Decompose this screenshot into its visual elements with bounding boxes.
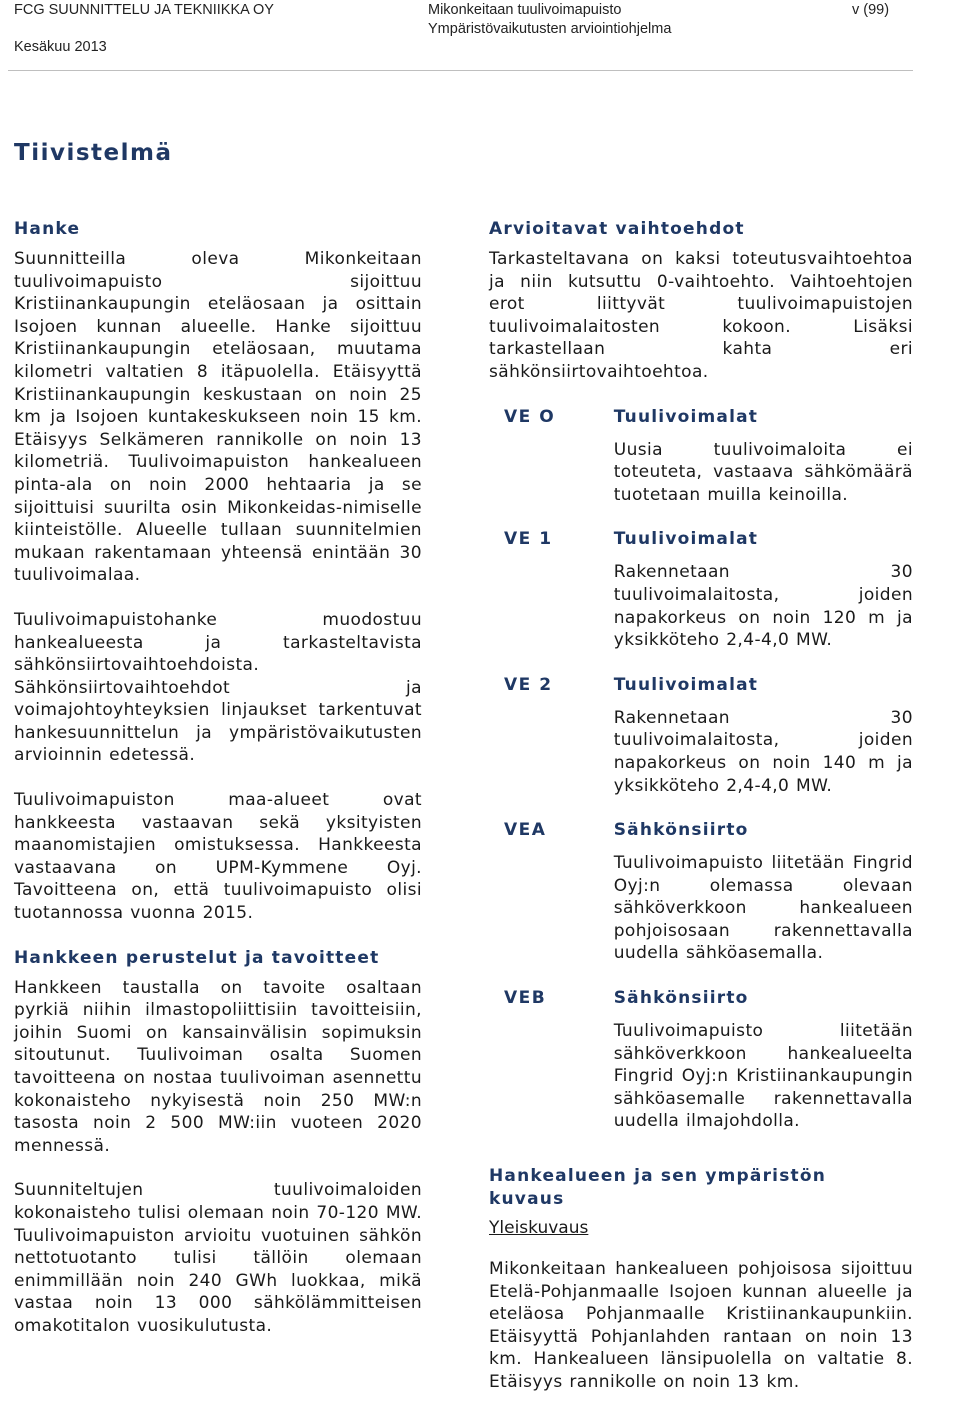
perustelut-paragraph: Hankkeen taustalla on tavoite osaltaan pyrkiä niihin ilmastopoliittisiin tavoitteisiin, joihin Suomi on kansainvälisin sopimuksin sitoutunut. Tuulivoiman osalta Suomen tavoitteena on nostaa tuulivoiman asennettu kokonaisteho nykyisestä noin 250 MW:n tasosta noin 2 500 MW:iin vuoteen 2020 mennessä. (14, 977, 422, 1156)
alternative-title: Sähkönsiirto (613, 988, 749, 1009)
alternative-code: VEA (504, 820, 547, 841)
header-project: Mikonkeitaan tuulivoimapuisto (428, 2, 622, 18)
alternative-code: VE O (504, 406, 556, 427)
page-title: Tiivistelmä (14, 140, 173, 166)
alternative-code: VE 1 (504, 529, 553, 550)
alternative-title: Tuulivoimalat (613, 529, 759, 550)
hanke-heading: Hanke (14, 219, 81, 239)
header-document: Ympäristövaikutusten arviointiohjelma (428, 21, 672, 37)
hanke-paragraph: Tuulivoimapuistohanke muodostuu hankealueesta ja tarkasteltavista sähkönsiirtovaihtoehdoista. Sähkönsiirtovaihtoehdot ja voimajohtoyhteyksien linjaukset tarkentuvat hankesuunnittelun ja ympäristövaikutusten arvioinnin edetessä. (14, 609, 422, 766)
alternative-title: Tuulivoimalat (613, 674, 759, 695)
alternative-code: VEB (504, 988, 547, 1009)
hanke-paragraph: Suunnitteilla oleva Mikonkeitaan tuulivoimapuisto sijoittuu Kristiinankaupungin eteläosaan ja osittain Isojoen kunnan alueelle. Hanke sijoittuu Kristiinankaupungin eteläosaan, muutama kilometri valtatien 8 itäpuolella. Etäisyyttä Kristiinankaupungin keskustaan on noin 25 km ja Isojoen kuntakeskukseen noin 15 km. Etäisyys Selkämeren rannikolle on noin 13 kilometriä. Tuulivoimapuiston hankealueen pinta-ala on noin 2000 hehtaaria ja se sijoittuisi suurilta osin Mikonkeidas-nimiselle kiinteistölle. Alueelle tullaan suunnitelmien mukaan rakentamaan yhteensä enintään 30 tuulivoimalaa. (14, 249, 422, 586)
alternative-description: Tuulivoimapuisto liitetään sähköverkkoon hankealueelta Fingrid Oyj:n Kristiinankaupungin sähköasemalle rakennettavalla uudella ilmajohdolla. (613, 1021, 913, 1132)
alternative-item (489, 819, 913, 965)
alternative-description: Uusia tuulivoimaloita ei toteuteta, vastaava sähkömäärä tuotetaan muilla keinoilla. (613, 439, 913, 505)
left-column (14, 218, 422, 1360)
header-divider (8, 70, 913, 71)
perustelut-paragraph: Suunniteltujen tuulivoimaloiden kokonaisteho tulisi olemaan noin 70-120 MW. Tuulivoimapuiston arvioitu vuotuinen sähkön nettotuotanto tulisi tällöin olemaan enimmillään noin 240 GWh luokkaa, mikä vastaa noin 13 000 sähkölämmitteisen omakotitalon vuosikulutusta. (14, 1180, 422, 1336)
right-column (489, 218, 913, 1416)
yleiskuvaus-paragraph: Mikonkeitaan hankealueen pohjoisosa sijoittuu Etelä-Pohjanmaalle Isojoen kunnan alueelle ja eteläosa Pohjanmaalle Kristiinankaupunkiin. Etäisyyttä Pohjanlahden rantaan on noin 13 km. Hankealueen länsipuolella on valtatie 8. Etäisyys rannikolle on noin 13 km. (489, 1259, 913, 1392)
vaihtoehdot-heading: Arvioitavat vaihtoehdot (489, 219, 745, 239)
alternative-item (489, 528, 913, 651)
hanke-paragraph: Tuulivoimapuiston maa-alueet ovat hankkeesta vastaavan sekä yksityisten maanomistajien omistuksessa. Hankkeesta vastaavana on UPM-Kymmene Oyj. Tavoitteena on, että tuulivoimapuisto olisi tuotannossa vuonna 2015. (14, 790, 422, 924)
header-page-number: v (99) (852, 2, 890, 18)
alternative-item (489, 674, 913, 797)
alternative-code: VE 2 (504, 674, 553, 695)
header-company: FCG SUUNNITTELU JA TEKNIIKKA OY (14, 2, 274, 18)
alternative-item (489, 406, 913, 507)
alternatives-list (489, 406, 913, 1133)
yleiskuvaus-subheading: Yleiskuvaus (489, 1218, 589, 1239)
alternative-description: Rakennetaan 30 tuulivoimalaitosta, joiden napakorkeus on noin 120 m ja yksikköteho 2,4-4,0 MW. (613, 562, 913, 651)
ymparisto-heading: Hankealueen ja sen ympäristön kuvaus (489, 1166, 827, 1210)
alternative-item (489, 987, 913, 1133)
alternative-title: Tuulivoimalat (613, 406, 759, 427)
alternative-description: Tuulivoimapuisto liitetään Fingrid Oyj:n olemassa olevaan sähköverkkoon hankealueen pohjoisosaan rakennettavalla uudella sähköasemalla. (613, 853, 913, 964)
alternative-title: Sähkönsiirto (613, 820, 749, 841)
perustelut-heading: Hankkeen perustelut ja tavoitteet (14, 947, 380, 968)
vaihtoehdot-intro: Tarkasteltavana on kaksi toteutusvaihtoehtoa ja niin kutsuttu 0-vaihtoehto. Vaihtoehtojen erot liittyvät tuulivoimapuistojen tuulivoimalaitosten kokoon. Lisäksi tarkastellaan kahta eri sähkönsiirtovaihtoehtoa. (489, 249, 913, 382)
alternative-description: Rakennetaan 30 tuulivoimalaitosta, joiden napakorkeus on noin 140 m ja yksikköteho 2,4-4,0 MW. (613, 707, 913, 796)
header-date: Kesäkuu 2013 (14, 39, 107, 55)
